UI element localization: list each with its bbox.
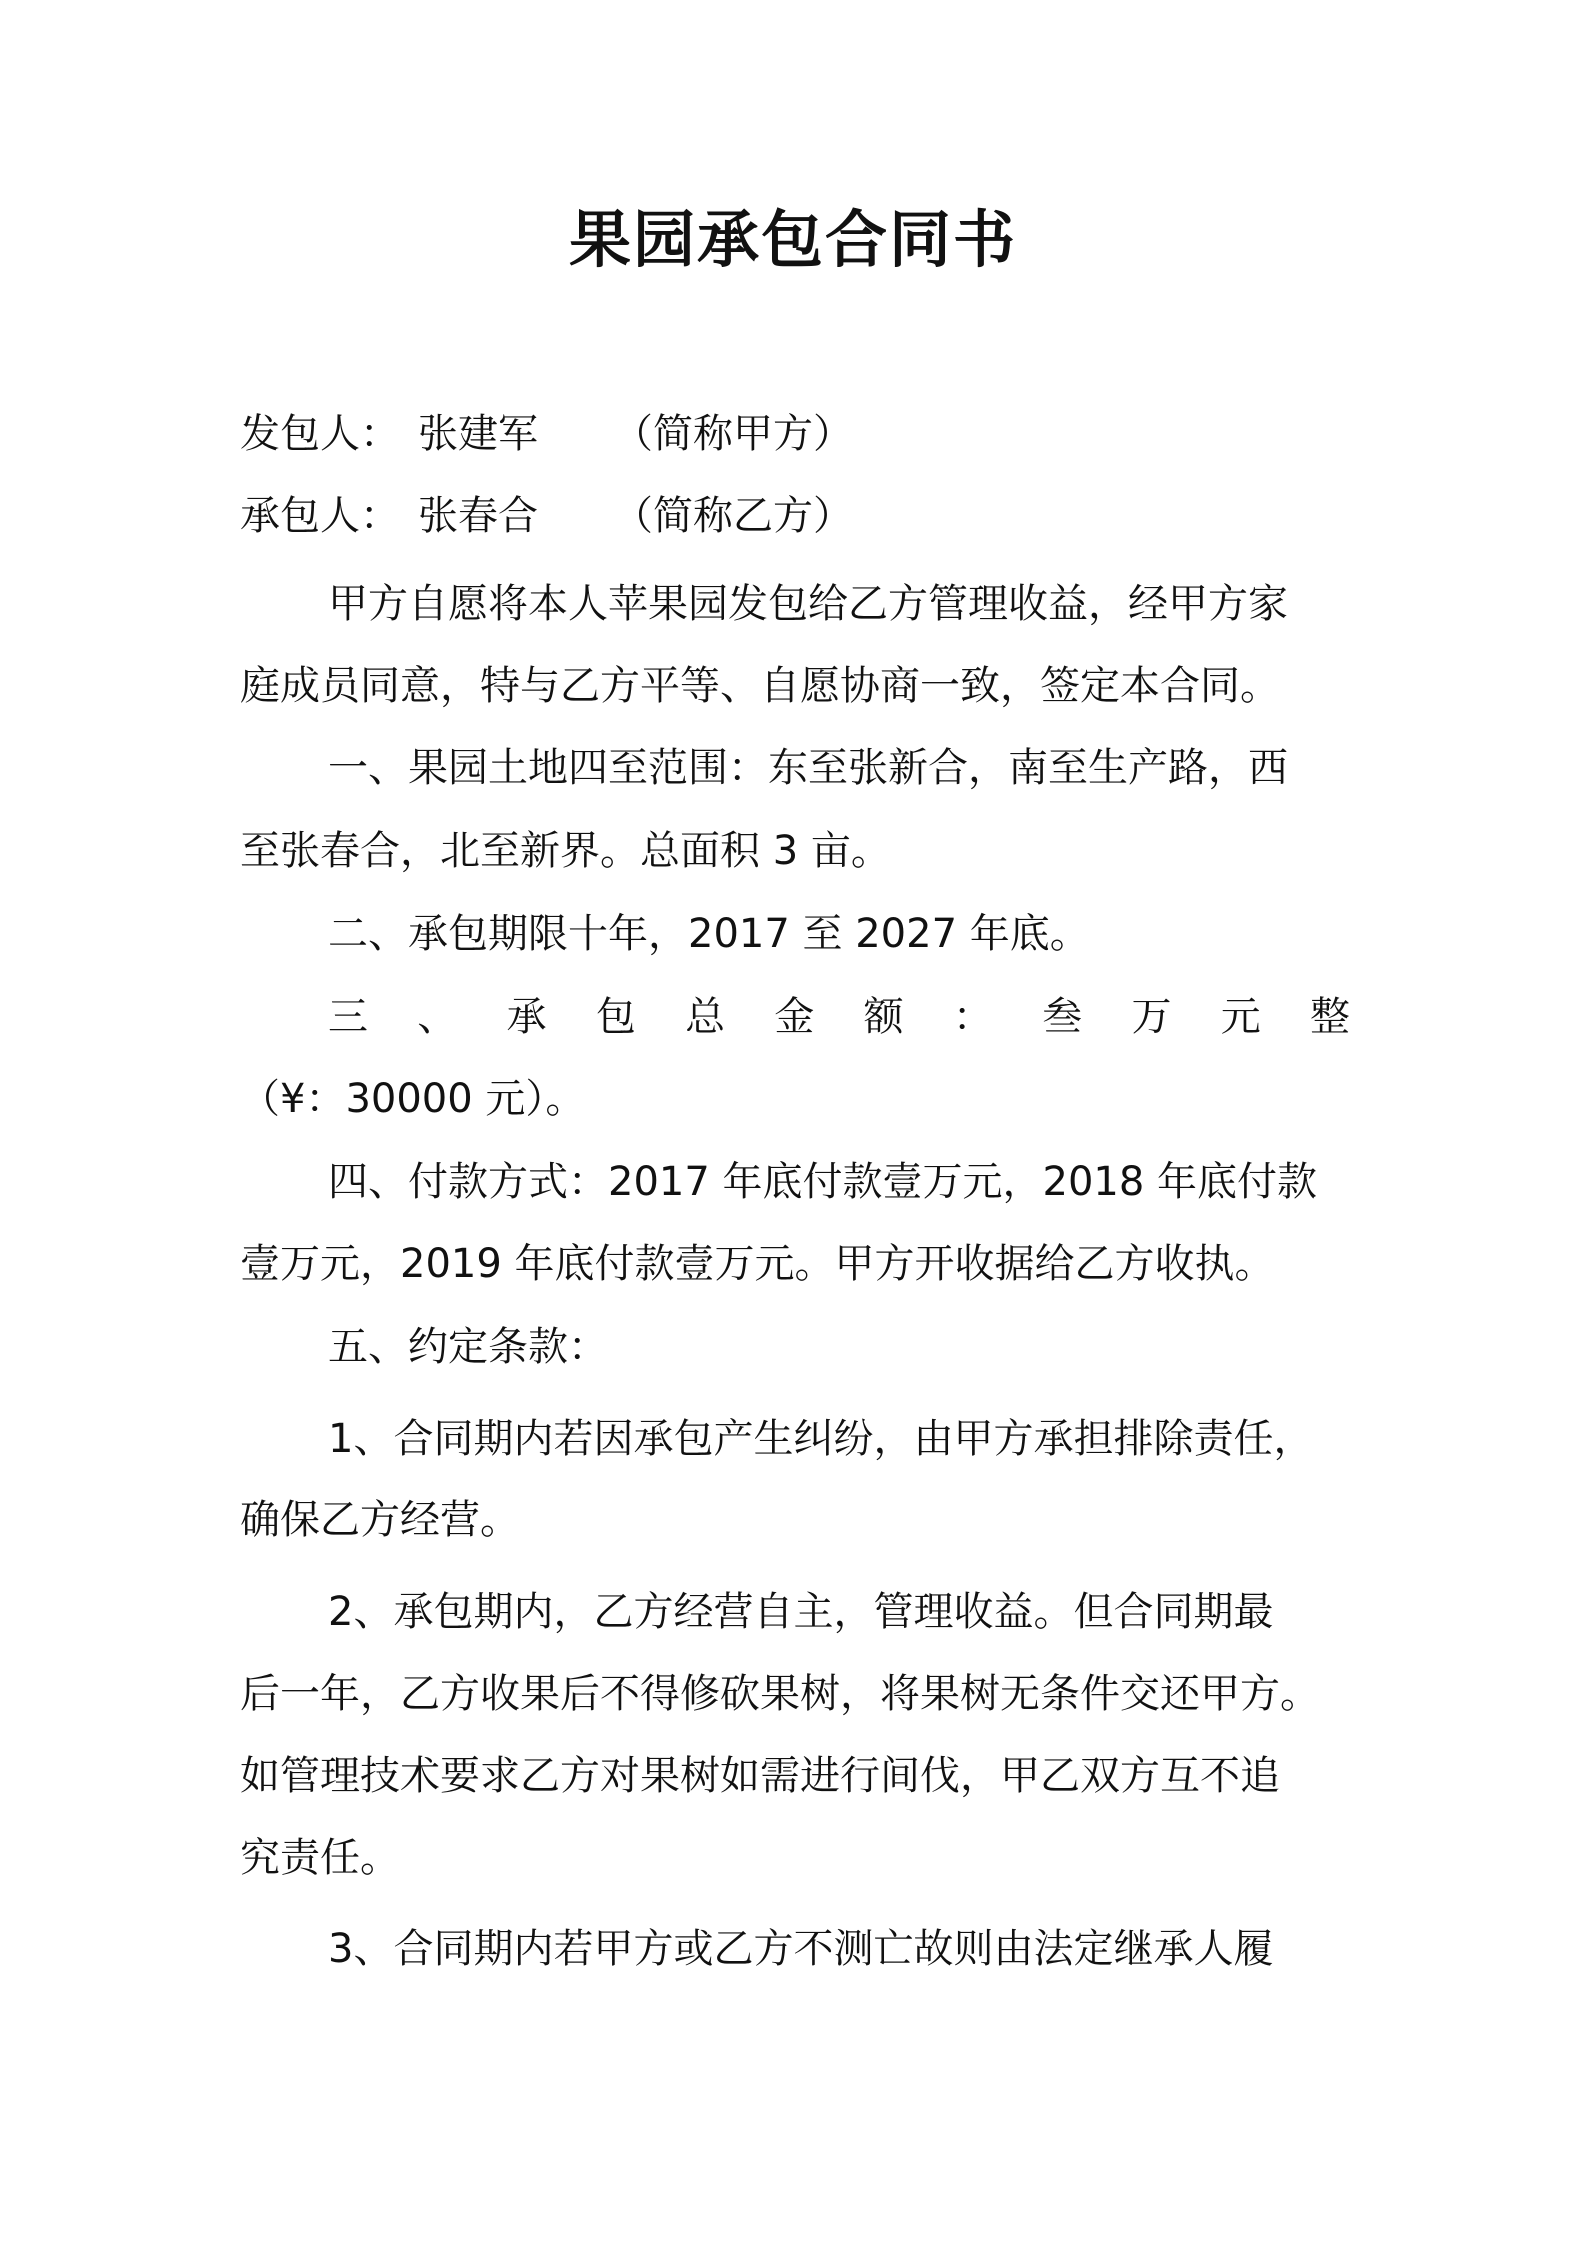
preamble-line-2: 庭成员同意，特与乙方平等、自愿协商一致，签定本合同。 — [240, 663, 1280, 709]
lessor-label: 发包人： — [240, 411, 400, 457]
lessor-note: （简称甲方） — [613, 411, 853, 457]
clause-4-line-1: 四、付款方式：2017 年底付款壹万元，2018 年底付款 — [328, 1159, 1318, 1205]
term-2-line-1: 2、承包期内，乙方经营自主，管理收益。但合同期最 — [328, 1589, 1274, 1635]
clause-1-line-2: 至张春合，北至新界。总面积 3 亩。 — [240, 828, 891, 874]
document-title: 果园承包合同书 — [568, 203, 1017, 276]
term-2-line-4: 究责任。 — [240, 1835, 400, 1881]
lessee-name: 张春合 — [418, 493, 538, 539]
clause-4-line-2: 壹万元，2019 年底付款壹万元。甲方开收据给乙方收执。 — [240, 1241, 1275, 1287]
lessee-note: （简称乙方） — [613, 493, 853, 539]
term-1-line-2: 确保乙方经营。 — [240, 1497, 520, 1543]
term-2-line-2: 后一年，乙方收果后不得修砍果树，将果树无条件交还甲方。 — [240, 1671, 1320, 1717]
lessor-name: 张建军 — [418, 411, 538, 457]
clause-3-line-1: 三、承包总金额：叁万元整 — [328, 994, 1350, 1040]
clause-2-line: 二、承包期限十年，2017 至 2027 年底。 — [328, 911, 1090, 957]
clause-1-line-1: 一、果园土地四至范围：东至张新合，南至生产路，西 — [328, 745, 1288, 791]
party-line-lessor — [240, 408, 1350, 460]
lessee-label: 承包人： — [240, 493, 400, 539]
term-2-line-3: 如管理技术要求乙方对果树如需进行间伐，甲乙双方互不追 — [240, 1753, 1280, 1799]
term-1-line-1: 1、合同期内若因承包产生纠纷，由甲方承担排除责任， — [328, 1416, 1314, 1462]
clause-5-heading: 五、约定条款： — [328, 1324, 608, 1370]
term-3-line-1: 3、合同期内若甲方或乙方不测亡故则由法定继承人履 — [328, 1926, 1274, 1972]
clause-3-line-2: （¥：30000 元）。 — [240, 1076, 586, 1122]
party-line-lessee — [240, 490, 1350, 542]
preamble-line-1: 甲方自愿将本人苹果园发包给乙方管理收益，经甲方家 — [328, 581, 1288, 627]
